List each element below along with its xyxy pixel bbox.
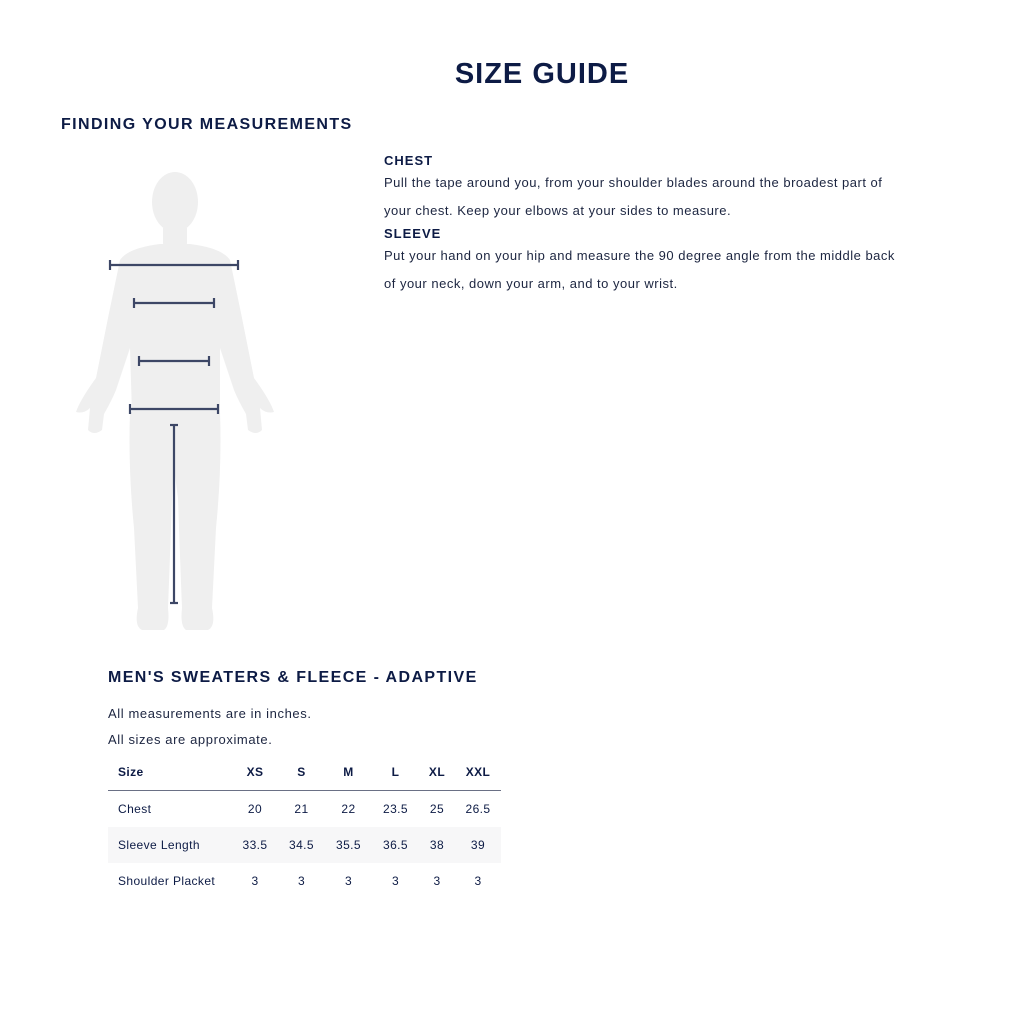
table-cell: 26.5 <box>465 802 491 816</box>
sleeve-title: SLEEVE <box>384 226 442 241</box>
table-row <box>108 863 501 899</box>
table-row <box>108 827 501 863</box>
sleeve-text-line-2: of your neck, down your arm, and to your wrist. <box>384 275 678 291</box>
body-measurement-figure <box>70 168 282 638</box>
size-m-header: M <box>325 754 372 791</box>
size-l-header: L <box>372 754 419 791</box>
row-label: Shoulder Placket <box>118 874 216 888</box>
page-title: SIZE GUIDE <box>454 58 630 90</box>
size-header: Size <box>108 754 232 791</box>
measurement-instructions <box>384 152 944 298</box>
table-cell: 39 <box>455 827 501 863</box>
table-cell: 3 <box>344 874 353 888</box>
table-cell: 25 <box>429 802 445 816</box>
table-cell: 36.5 <box>372 827 419 863</box>
table-cell: 3 <box>297 874 306 888</box>
size-s-header: S <box>278 754 325 791</box>
chest-text-line-1: Pull the tape around you, from your shoulder blades around the broadest part of <box>384 175 883 190</box>
size-table-heading: MEN'S SWEATERS & FLEECE - ADAPTIVE <box>108 669 478 686</box>
table-cell: 35.5 <box>325 827 372 863</box>
table-cell: 3 <box>251 874 259 888</box>
size-xs-header: XS <box>232 754 278 791</box>
chest-instruction <box>384 152 944 224</box>
table-cell: 33.5 <box>232 827 278 863</box>
table-cell: 3 <box>474 874 482 888</box>
chest-text-line-2: your chest. Keep your elbows at your sides to measure. <box>384 202 732 218</box>
table-cell: 38 <box>419 827 455 863</box>
body-silhouette-icon <box>70 168 282 638</box>
size-xxl-header: XXL <box>455 754 501 791</box>
table-cell: 21 <box>294 802 309 816</box>
table-header-row <box>108 754 501 791</box>
table-cell: 23.5 <box>383 802 408 816</box>
approximate-note: All sizes are approximate. <box>108 732 273 747</box>
sleeve-instruction <box>384 225 944 297</box>
table-cell: 22 <box>341 802 356 816</box>
sleeve-text-line-1: Put your hand on your hip and measure the 90 degree angle from the middle back <box>384 248 895 263</box>
row-label: Sleeve Length <box>108 827 232 863</box>
table-cell: 3 <box>391 874 400 888</box>
size-table <box>108 754 501 899</box>
units-note: All measurements are in inches. <box>108 706 312 721</box>
row-label: Chest <box>118 802 152 816</box>
table-cell: 34.5 <box>278 827 325 863</box>
table-cell: 3 <box>433 874 441 888</box>
chest-title: CHEST <box>384 153 434 168</box>
measurements-heading: FINDING YOUR MEASUREMENTS <box>61 116 353 133</box>
table-row <box>108 791 501 828</box>
table-cell: 20 <box>247 802 263 816</box>
size-xl-header: XL <box>419 754 455 791</box>
